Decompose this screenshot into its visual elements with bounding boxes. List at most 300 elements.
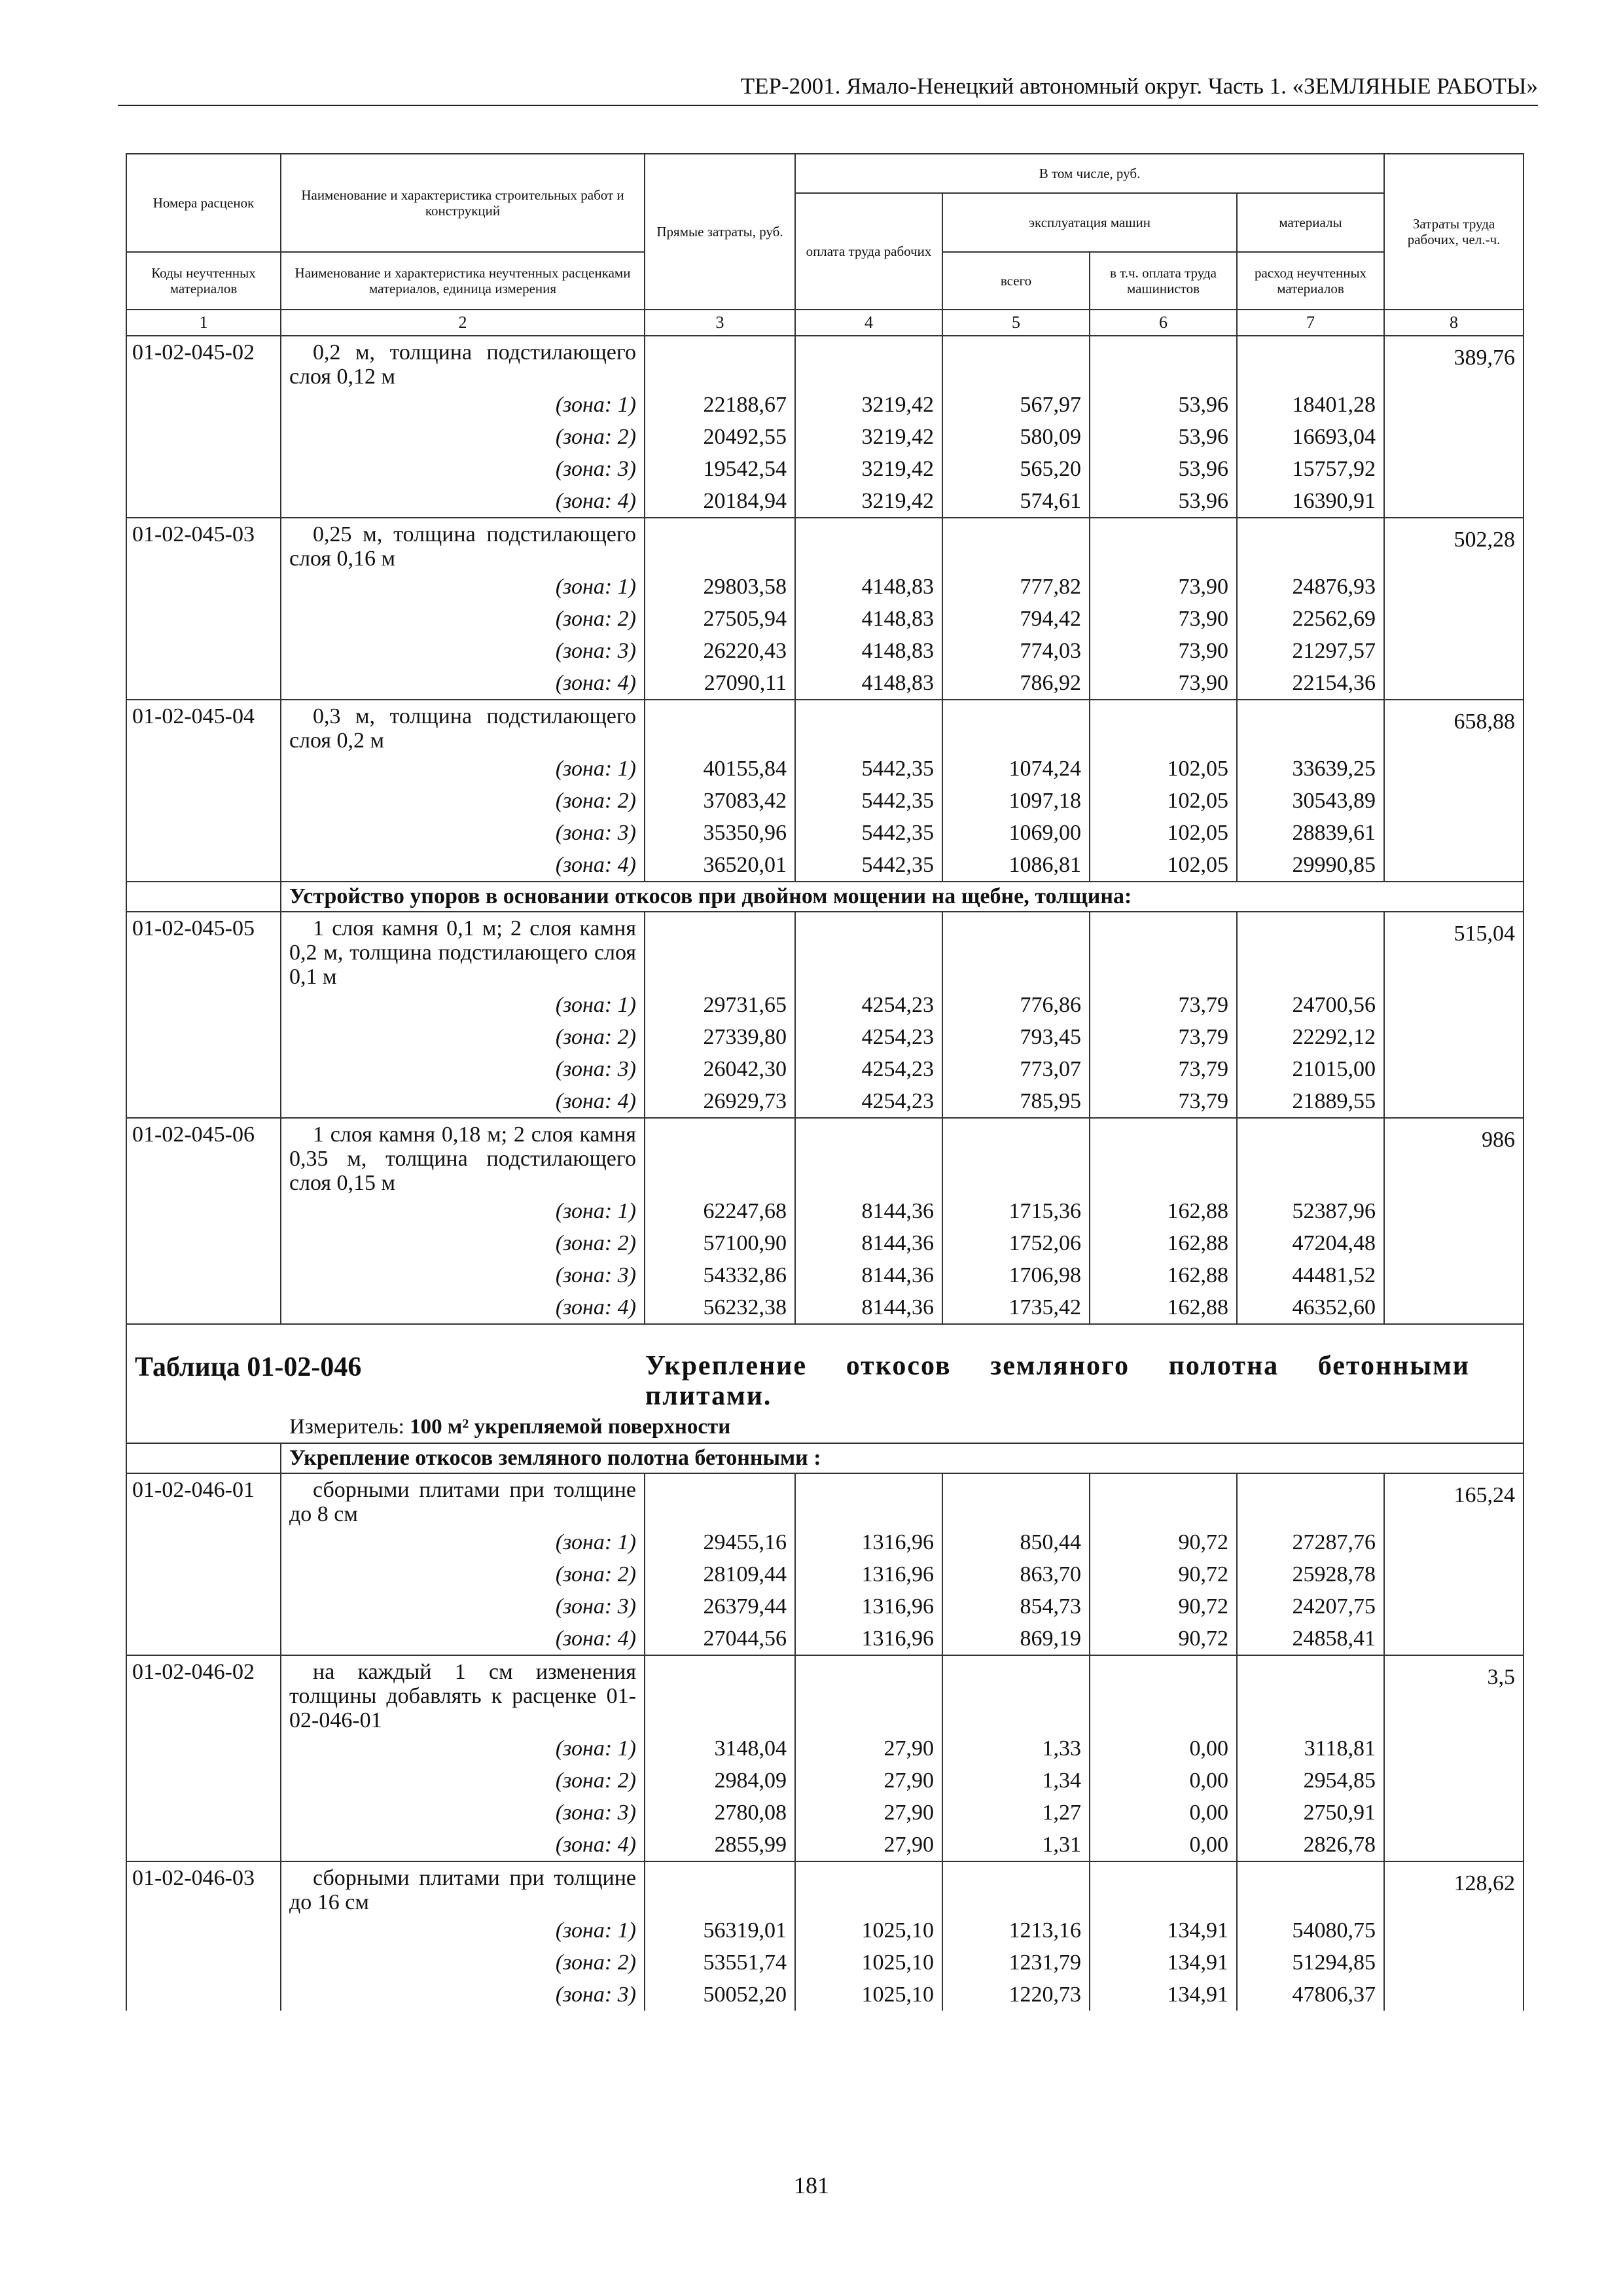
- wages-value: 5442,35: [795, 849, 942, 882]
- empty-cell: [126, 667, 281, 700]
- col-machines-total: всего: [942, 252, 1090, 310]
- zone-row: [126, 1053, 1524, 1085]
- empty-cell: [126, 1797, 281, 1829]
- zone-label: (зона: 2): [281, 1021, 645, 1053]
- empty-cell: [1090, 1473, 1237, 1526]
- wages-value: 4148,83: [795, 603, 942, 635]
- machines-total: 850,44: [942, 1526, 1090, 1558]
- empty-cell: [1090, 1118, 1237, 1195]
- rate-row: [126, 700, 1524, 753]
- empty-cell: [645, 336, 795, 389]
- direct-cost: 27044,56: [645, 1623, 795, 1655]
- empty-cell: [645, 1118, 795, 1195]
- machines-wages: 73,79: [1090, 1053, 1237, 1085]
- zone-row: [126, 849, 1524, 882]
- measurement-unit: [135, 1411, 1515, 1443]
- machines-total: 565,20: [942, 453, 1090, 485]
- measurement-prefix: Измеритель:: [289, 1415, 404, 1439]
- empty-cell: [1384, 453, 1524, 485]
- machines-total: 854,73: [942, 1590, 1090, 1623]
- wages-value: 3219,42: [795, 485, 942, 518]
- section-subheading: Устройство упоров в основании откосов при двойном мощении на щебне, толщина:: [281, 882, 1524, 912]
- machines-total: 1,34: [942, 1765, 1090, 1797]
- empty-cell: [1384, 571, 1524, 603]
- empty-cell: [126, 1291, 281, 1324]
- empty-cell: [942, 336, 1090, 389]
- empty-cell: [795, 1473, 942, 1526]
- col-materials-consumption: расход неучтенных материалов: [1237, 252, 1384, 310]
- table-header-row-1: [126, 154, 1524, 193]
- machines-total: 567,97: [942, 389, 1090, 421]
- wages-value: 5442,35: [795, 817, 942, 849]
- zone-label: (зона: 4): [281, 849, 645, 882]
- labor-value: 986: [1384, 1118, 1524, 1195]
- empty-cell: [1384, 1021, 1524, 1053]
- machines-wages: 162,88: [1090, 1291, 1237, 1324]
- direct-cost: 50052,20: [645, 1979, 795, 2011]
- col-material-name: Наименование и характеристика неучтенных расценками материалов, единица измерения: [281, 252, 645, 310]
- section-subheading: Укрепление откосов земляного полотна бетонными :: [281, 1443, 1524, 1473]
- empty-cell: [1384, 1765, 1524, 1797]
- empty-cell: [126, 1053, 281, 1085]
- labor-value: 515,04: [1384, 912, 1524, 989]
- table-label: Таблица 01-02-046: [135, 1352, 362, 1382]
- empty-cell: [126, 1558, 281, 1590]
- col-wages: оплата труда рабочих: [795, 193, 942, 310]
- zone-row: [126, 389, 1524, 421]
- machines-total: 580,09: [942, 421, 1090, 453]
- direct-cost: 26379,44: [645, 1590, 795, 1623]
- rate-row: [126, 1861, 1524, 1914]
- empty-cell: [126, 1227, 281, 1259]
- zone-row: [126, 785, 1524, 817]
- empty-cell: [795, 1861, 942, 1914]
- measurement-value: 100 м² укрепляемой поверхности: [410, 1415, 731, 1439]
- zone-label: (зона: 2): [281, 421, 645, 453]
- machines-total: 869,19: [942, 1623, 1090, 1655]
- labor-value: 658,88: [1384, 700, 1524, 753]
- empty-cell: [1384, 849, 1524, 882]
- machines-wages: 73,90: [1090, 635, 1237, 667]
- zone-row: [126, 1085, 1524, 1118]
- empty-cell: [126, 882, 281, 912]
- wages-value: 4254,23: [795, 1021, 942, 1053]
- machines-wages: 0,00: [1090, 1732, 1237, 1765]
- col-including: В том числе, руб.: [795, 154, 1384, 193]
- empty-cell: [1384, 1946, 1524, 1979]
- materials-value: 27287,76: [1237, 1526, 1384, 1558]
- empty-cell: [1384, 667, 1524, 700]
- rate-name: 0,3 м, толщина подстилающего слоя 0,2 м: [281, 700, 645, 753]
- wages-value: 4148,83: [795, 571, 942, 603]
- col-machines: эксплуатация машин: [942, 193, 1237, 252]
- rate-code: 01-02-045-05: [126, 912, 281, 989]
- empty-cell: [1090, 336, 1237, 389]
- wages-value: 1316,96: [795, 1558, 942, 1590]
- empty-cell: [1384, 421, 1524, 453]
- direct-cost: 22188,67: [645, 389, 795, 421]
- empty-cell: [1384, 1590, 1524, 1623]
- col-codes: Коды неучтенных материалов: [126, 252, 281, 310]
- zone-row: [126, 603, 1524, 635]
- zone-row: [126, 1227, 1524, 1259]
- machines-total: 1,31: [942, 1829, 1090, 1861]
- wages-value: 8144,36: [795, 1227, 942, 1259]
- machines-wages: 73,90: [1090, 603, 1237, 635]
- materials-value: 25928,78: [1237, 1558, 1384, 1590]
- machines-wages: 162,88: [1090, 1259, 1237, 1291]
- zone-row: [126, 1590, 1524, 1623]
- machines-total: 1706,98: [942, 1259, 1090, 1291]
- labor-value: 128,62: [1384, 1861, 1524, 1914]
- machines-wages: 73,90: [1090, 571, 1237, 603]
- empty-cell: [126, 1765, 281, 1797]
- wages-value: 1316,96: [795, 1526, 942, 1558]
- zone-row: [126, 571, 1524, 603]
- machines-total: 1752,06: [942, 1227, 1090, 1259]
- materials-value: 2750,91: [1237, 1797, 1384, 1829]
- zone-row: [126, 1195, 1524, 1227]
- zone-row: [126, 1946, 1524, 1979]
- empty-cell: [1384, 785, 1524, 817]
- empty-cell: [1384, 485, 1524, 518]
- materials-value: 15757,92: [1237, 453, 1384, 485]
- wages-value: 5442,35: [795, 753, 942, 785]
- rate-name: сборными плитами при толщине до 8 см: [281, 1473, 645, 1526]
- empty-cell: [942, 1655, 1090, 1732]
- empty-cell: [795, 336, 942, 389]
- wages-value: 1316,96: [795, 1623, 942, 1655]
- empty-cell: [1237, 336, 1384, 389]
- rate-code: 01-02-046-03: [126, 1861, 281, 1914]
- materials-value: 21297,57: [1237, 635, 1384, 667]
- machines-total: 786,92: [942, 667, 1090, 700]
- empty-cell: [1384, 1979, 1524, 2011]
- materials-value: 24876,93: [1237, 571, 1384, 603]
- zone-label: (зона: 4): [281, 667, 645, 700]
- machines-total: 793,45: [942, 1021, 1090, 1053]
- wages-value: 1025,10: [795, 1914, 942, 1946]
- zone-row: [126, 1979, 1524, 2011]
- empty-cell: [126, 1946, 281, 1979]
- direct-cost: 28109,44: [645, 1558, 795, 1590]
- machines-total: 1220,73: [942, 1979, 1090, 2011]
- empty-cell: [795, 518, 942, 571]
- empty-cell: [126, 1623, 281, 1655]
- empty-cell: [126, 485, 281, 518]
- zone-label: (зона: 3): [281, 1259, 645, 1291]
- rates-table: [126, 153, 1524, 2011]
- empty-cell: [126, 1085, 281, 1118]
- zone-label: (зона: 4): [281, 1829, 645, 1861]
- machines-wages: 134,91: [1090, 1979, 1237, 2011]
- col-labor: Затраты труда рабочих, чел.-ч.: [1384, 154, 1524, 310]
- zone-label: (зона: 2): [281, 785, 645, 817]
- zone-row: [126, 421, 1524, 453]
- empty-cell: [1384, 635, 1524, 667]
- wages-value: 4254,23: [795, 1053, 942, 1085]
- materials-value: 21015,00: [1237, 1053, 1384, 1085]
- empty-cell: [126, 1829, 281, 1861]
- empty-cell: [1384, 1829, 1524, 1861]
- wages-value: 1316,96: [795, 1590, 942, 1623]
- materials-value: 24700,56: [1237, 989, 1384, 1021]
- empty-cell: [126, 1590, 281, 1623]
- zone-row: [126, 1623, 1524, 1655]
- rate-row: [126, 1655, 1524, 1732]
- zone-label: (зона: 3): [281, 1797, 645, 1829]
- empty-cell: [645, 1861, 795, 1914]
- empty-cell: [126, 1021, 281, 1053]
- machines-wages: 73,90: [1090, 667, 1237, 700]
- col-num: 1: [126, 310, 281, 336]
- direct-cost: 27090,11: [645, 667, 795, 700]
- direct-cost: 62247,68: [645, 1195, 795, 1227]
- wages-value: 27,90: [795, 1829, 942, 1861]
- machines-total: 1069,00: [942, 817, 1090, 849]
- empty-cell: [795, 700, 942, 753]
- empty-cell: [126, 1195, 281, 1227]
- running-header: [118, 64, 1538, 106]
- labor-value: 165,24: [1384, 1473, 1524, 1526]
- materials-value: 2826,78: [1237, 1829, 1384, 1861]
- machines-wages: 0,00: [1090, 1765, 1237, 1797]
- zone-label: (зона: 3): [281, 1590, 645, 1623]
- empty-cell: [1237, 700, 1384, 753]
- rate-row: [126, 336, 1524, 389]
- col-materials: материалы: [1237, 193, 1384, 252]
- machines-total: 1231,79: [942, 1946, 1090, 1979]
- materials-value: 47806,37: [1237, 1979, 1384, 2011]
- empty-cell: [126, 389, 281, 421]
- empty-cell: [1237, 1118, 1384, 1195]
- machines-wages: 53,96: [1090, 485, 1237, 518]
- materials-value: 33639,25: [1237, 753, 1384, 785]
- empty-cell: [126, 421, 281, 453]
- empty-cell: [126, 989, 281, 1021]
- wages-value: 3219,42: [795, 453, 942, 485]
- machines-wages: 90,72: [1090, 1526, 1237, 1558]
- direct-cost: 26929,73: [645, 1085, 795, 1118]
- direct-cost: 20492,55: [645, 421, 795, 453]
- zone-row: [126, 635, 1524, 667]
- zone-row: [126, 453, 1524, 485]
- page-number: 181: [794, 2172, 829, 2198]
- col-direct-costs: Прямые затраты, руб.: [645, 154, 795, 310]
- direct-cost: 35350,96: [645, 817, 795, 849]
- zone-row: [126, 667, 1524, 700]
- rate-code: 01-02-045-06: [126, 1118, 281, 1195]
- subheading-row: [126, 1443, 1524, 1473]
- empty-cell: [1237, 912, 1384, 989]
- machines-total: 777,82: [942, 571, 1090, 603]
- machines-total: 794,42: [942, 603, 1090, 635]
- direct-cost: 54332,86: [645, 1259, 795, 1291]
- direct-cost: 57100,90: [645, 1227, 795, 1259]
- zone-row: [126, 1259, 1524, 1291]
- machines-total: 1086,81: [942, 849, 1090, 882]
- machines-wages: 73,79: [1090, 1021, 1237, 1053]
- empty-cell: [1384, 1558, 1524, 1590]
- wages-value: 4254,23: [795, 1085, 942, 1118]
- wages-value: 5442,35: [795, 785, 942, 817]
- machines-total: 776,86: [942, 989, 1090, 1021]
- col-num: 7: [1237, 310, 1384, 336]
- empty-cell: [942, 518, 1090, 571]
- zone-label: (зона: 4): [281, 485, 645, 518]
- empty-cell: [795, 1655, 942, 1732]
- direct-cost: 56319,01: [645, 1914, 795, 1946]
- col-work-name: Наименование и характеристика строительных работ и конструкций: [281, 154, 645, 252]
- materials-value: 18401,28: [1237, 389, 1384, 421]
- machines-total: 863,70: [942, 1558, 1090, 1590]
- column-numbers-row: [126, 310, 1524, 336]
- machines-wages: 53,96: [1090, 389, 1237, 421]
- machines-total: 785,95: [942, 1085, 1090, 1118]
- machines-wages: 0,00: [1090, 1797, 1237, 1829]
- rate-code: 01-02-046-01: [126, 1473, 281, 1526]
- machines-wages: 90,72: [1090, 1558, 1237, 1590]
- direct-cost: 29803,58: [645, 571, 795, 603]
- empty-cell: [1384, 1797, 1524, 1829]
- empty-cell: [1090, 912, 1237, 989]
- machines-wages: 90,72: [1090, 1590, 1237, 1623]
- machines-total: 1074,24: [942, 753, 1090, 785]
- empty-cell: [645, 518, 795, 571]
- empty-cell: [1384, 989, 1524, 1021]
- empty-cell: [1090, 700, 1237, 753]
- machines-total: 1735,42: [942, 1291, 1090, 1324]
- zone-label: (зона: 1): [281, 1195, 645, 1227]
- running-title: ТЕР-2001. Ямало-Ненецкий автономный округ. Часть 1. «ЗЕМЛЯНЫЕ РАБОТЫ»: [740, 73, 1538, 99]
- zone-row: [126, 1732, 1524, 1765]
- wages-value: 1025,10: [795, 1979, 942, 2011]
- direct-cost: 37083,42: [645, 785, 795, 817]
- machines-wages: 102,05: [1090, 849, 1237, 882]
- zone-label: (зона: 2): [281, 1765, 645, 1797]
- machines-wages: 134,91: [1090, 1914, 1237, 1946]
- rate-code: 01-02-045-04: [126, 700, 281, 753]
- zone-row: [126, 753, 1524, 785]
- machines-total: 773,07: [942, 1053, 1090, 1085]
- empty-cell: [1384, 753, 1524, 785]
- materials-value: 54080,75: [1237, 1914, 1384, 1946]
- zone-row: [126, 1797, 1524, 1829]
- zone-label: (зона: 4): [281, 1623, 645, 1655]
- zone-label: (зона: 1): [281, 389, 645, 421]
- machines-wages: 102,05: [1090, 753, 1237, 785]
- machines-wages: 73,79: [1090, 989, 1237, 1021]
- zone-label: (зона: 1): [281, 989, 645, 1021]
- machines-total: 774,03: [942, 635, 1090, 667]
- machines-wages: 134,91: [1090, 1946, 1237, 1979]
- empty-cell: [1237, 518, 1384, 571]
- empty-cell: [1090, 1861, 1237, 1914]
- labor-value: 3,5: [1384, 1655, 1524, 1732]
- rate-name: на каждый 1 см изменения толщины добавлять к расценке 01-02-046-01: [281, 1655, 645, 1732]
- zone-label: (зона: 4): [281, 1085, 645, 1118]
- materials-value: 46352,60: [1237, 1291, 1384, 1324]
- rate-code: 01-02-045-03: [126, 518, 281, 571]
- table-heading: [126, 1324, 1524, 1443]
- zone-row: [126, 1021, 1524, 1053]
- rate-name: 0,2 м, толщина подстилающего слоя 0,12 м: [281, 336, 645, 389]
- empty-cell: [126, 849, 281, 882]
- empty-cell: [126, 1914, 281, 1946]
- zone-label: (зона: 3): [281, 817, 645, 849]
- empty-cell: [1384, 1526, 1524, 1558]
- rate-name: 1 слоя камня 0,18 м; 2 слоя камня 0,35 м, толщина подстилающего слоя 0,15 м: [281, 1118, 645, 1195]
- direct-cost: 3148,04: [645, 1732, 795, 1765]
- wages-value: 3219,42: [795, 389, 942, 421]
- rate-name: 0,25 м, толщина подстилающего слоя 0,16 м: [281, 518, 645, 571]
- wages-value: 8144,36: [795, 1195, 942, 1227]
- empty-cell: [126, 1526, 281, 1558]
- zone-label: (зона: 2): [281, 1946, 645, 1979]
- machines-total: 1213,16: [942, 1914, 1090, 1946]
- zone-label: (зона: 1): [281, 571, 645, 603]
- col-num: 2: [281, 310, 645, 336]
- direct-cost: 40155,84: [645, 753, 795, 785]
- materials-value: 21889,55: [1237, 1085, 1384, 1118]
- empty-cell: [1384, 389, 1524, 421]
- empty-cell: [1090, 518, 1237, 571]
- machines-total: 1,27: [942, 1797, 1090, 1829]
- wages-value: 4148,83: [795, 635, 942, 667]
- zone-label: (зона: 1): [281, 1914, 645, 1946]
- direct-cost: 29731,65: [645, 989, 795, 1021]
- wages-value: 27,90: [795, 1797, 942, 1829]
- empty-cell: [645, 700, 795, 753]
- empty-cell: [1384, 603, 1524, 635]
- rate-name: 1 слоя камня 0,1 м; 2 слоя камня 0,2 м, толщина подстилающего слоя 0,1 м: [281, 912, 645, 989]
- wages-value: 4148,83: [795, 667, 942, 700]
- table-heading-row: [126, 1324, 1524, 1443]
- empty-cell: [1237, 1473, 1384, 1526]
- rate-code: 01-02-045-02: [126, 336, 281, 389]
- zone-row: [126, 1914, 1524, 1946]
- zone-row: [126, 485, 1524, 518]
- empty-cell: [942, 700, 1090, 753]
- empty-cell: [126, 1259, 281, 1291]
- direct-cost: 20184,94: [645, 485, 795, 518]
- empty-cell: [126, 817, 281, 849]
- direct-cost: 2780,08: [645, 1797, 795, 1829]
- machines-total: 1715,36: [942, 1195, 1090, 1227]
- empty-cell: [1384, 1291, 1524, 1324]
- zone-label: (зона: 3): [281, 635, 645, 667]
- materials-value: 30543,89: [1237, 785, 1384, 817]
- empty-cell: [1237, 1861, 1384, 1914]
- zone-label: (зона: 1): [281, 1526, 645, 1558]
- zone-row: [126, 1765, 1524, 1797]
- machines-wages: 162,88: [1090, 1195, 1237, 1227]
- direct-cost: 19542,54: [645, 453, 795, 485]
- zone-label: (зона: 2): [281, 603, 645, 635]
- materials-value: 3118,81: [1237, 1732, 1384, 1765]
- zone-row: [126, 1291, 1524, 1324]
- zone-label: (зона: 2): [281, 1227, 645, 1259]
- col-num: 6: [1090, 310, 1237, 336]
- zone-row: [126, 989, 1524, 1021]
- col-machines-wages: в т.ч. оплата труда машинистов: [1090, 252, 1237, 310]
- materials-value: 22292,12: [1237, 1021, 1384, 1053]
- materials-value: 16693,04: [1237, 421, 1384, 453]
- empty-cell: [942, 1118, 1090, 1195]
- rate-name: сборными плитами при толщине до 16 см: [281, 1861, 645, 1914]
- rate-row: [126, 912, 1524, 989]
- materials-value: 22154,36: [1237, 667, 1384, 700]
